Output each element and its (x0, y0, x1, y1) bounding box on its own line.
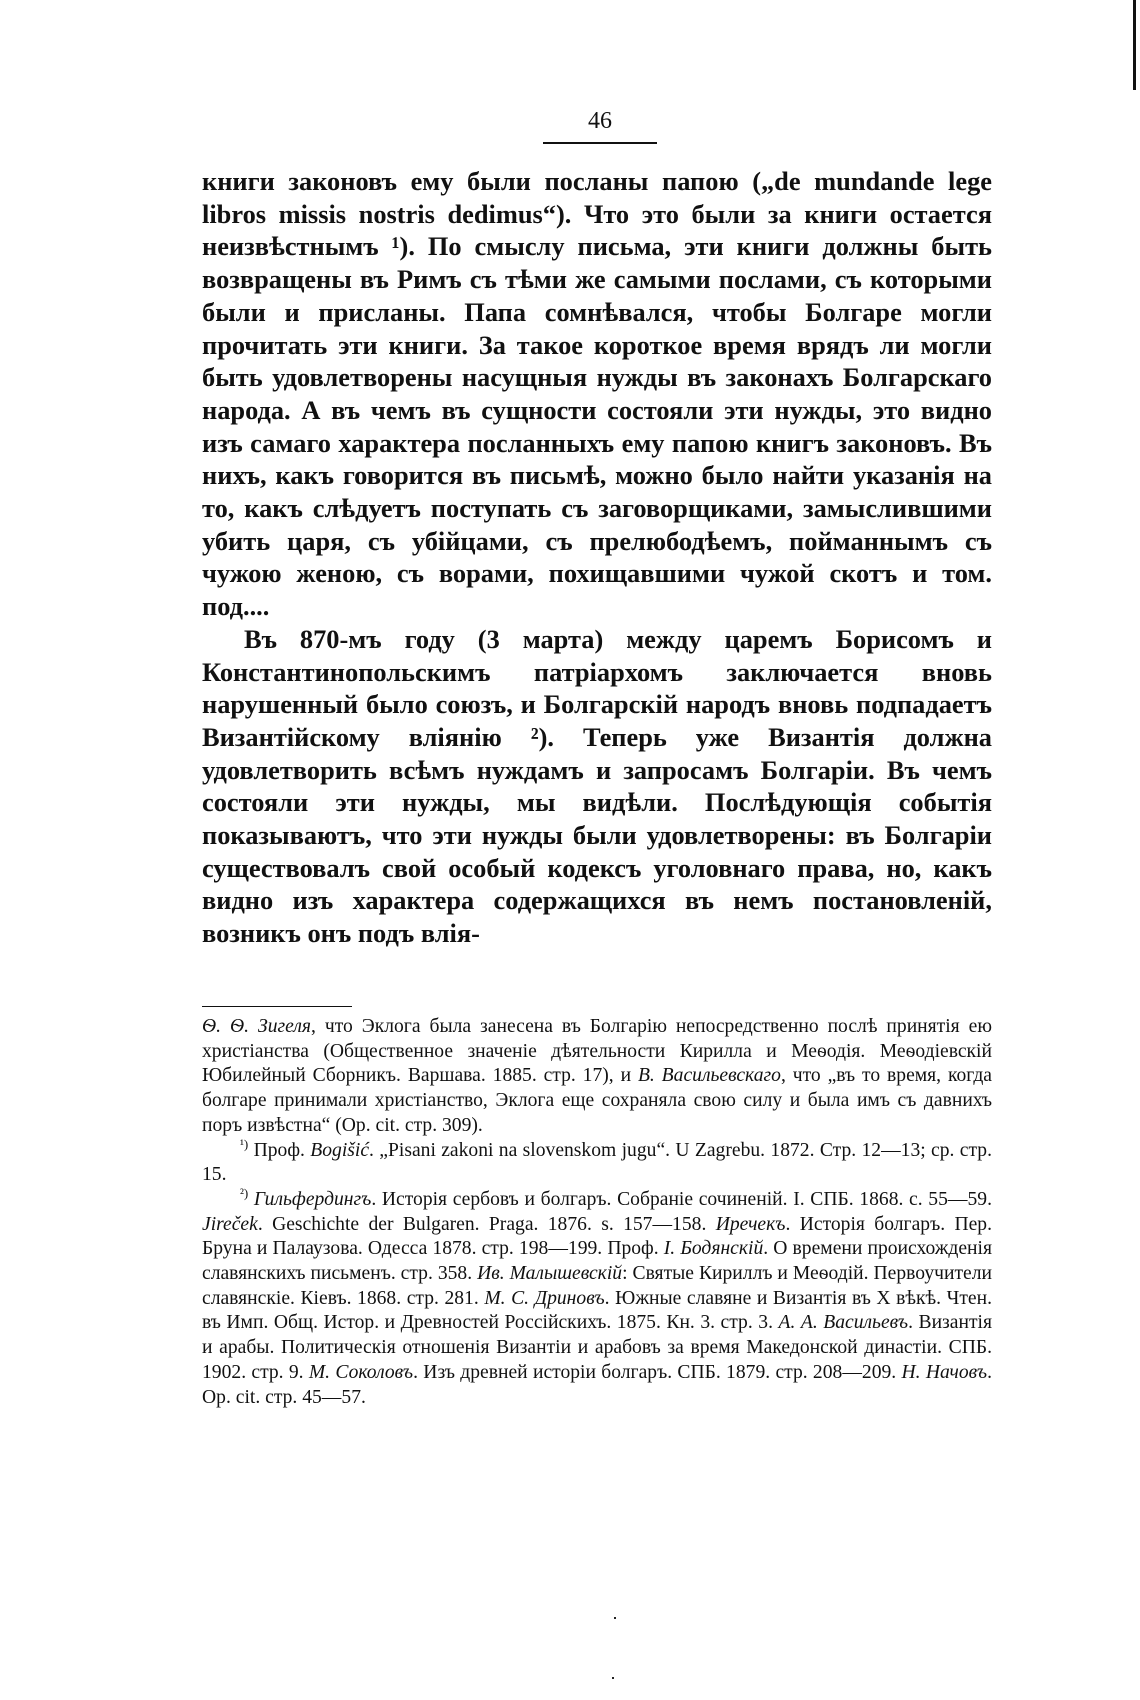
author-name: М. С. Дриновъ (484, 1287, 605, 1309)
author-name: М. Соколовъ (308, 1361, 414, 1383)
footnote-text: . Op. cit. стр. 45—57. (202, 1361, 992, 1408)
footnote-text: Проф. (248, 1139, 311, 1161)
footnote-text: . „Pisani zakoni na slovenskom jugu“. U Zagrebu. 1872. Стр. 12—13; ср. стр. 15. (202, 1139, 992, 1186)
author-name: Гильфердингъ (253, 1188, 372, 1210)
footnote-text: : Святые Кириллъ и Меѳодій. Первоучители славянскіе. Кіевъ. 1868. стр. 281. (202, 1263, 992, 1309)
footnote-marker: ¹) (240, 1135, 249, 1151)
author-name: I. Бодянскій (663, 1238, 764, 1260)
page-number: 46 (588, 108, 612, 134)
paragraph-2: Въ 870-мъ году (3 марта) между царемъ Борисомъ и Константинопольскимъ патріархомъ заключается вновь нарушенный было союзъ, и Болгарскій народъ вновь подпадаетъ Византійскому вліянію ²). Теперь уже Византія должна удовлетворить всѣмъ нуждамъ и запросамъ Болгаріи. Въ чемъ состояли эти нужды, мы видѣли. Послѣдующія событія показываютъ, что эти нужды были удовлетворены: въ Болгаріи существовалъ свой особый кодексъ уголовнаго права, но, какъ видно изъ характера содержащихся въ немъ постановленій, возникъ онъ подъ влія- (202, 623, 992, 949)
footnote-divider (202, 1006, 352, 1007)
author-name: Ѳ. Ѳ. Зигеля (202, 1016, 312, 1037)
author-name: Jireček (202, 1213, 258, 1235)
paragraph-1: книги законовъ ему были посланы папою („de mundandе legе libros missis nostris dedimus“). Что это были за книги остается неизвѣстнымъ ¹). По смыслу письма, эти книги должны быть возвращены въ Римъ съ тѣми же самыми послами, съ которыми были и присланы. Папа сомнѣвался, чтобы Болгаре могли прочитать эти книги. За такое короткое время врядъ ли могли быть удовлетворены насущныя нужды въ законахъ Болгарскаго народа. А въ чемъ въ сущности состояли эти нужды, это видно изъ самаго характера посланныхъ ему папою книгъ законовъ. Въ нихъ, какъ говорится въ письмѣ, можно было найти указанія на то, какъ слѣдуетъ поступать съ заговорщиками, замыслившими убить царя, съ убійцами, съ прелюбодѣемъ, пойманнымъ съ чужою женою, съ ворами, похищавшими чужой скотъ и том. под.... (202, 166, 992, 622)
footnote-text: , что Эклога была занесена въ Болгарію непосредственно послѣ принятія ею христіанства (Общественное значеніе дѣятельности Кирилла и Меѳодія. Меѳодіевскій Юбилейный Сборникъ. Варшава. 1885. стр. 17), и (202, 1016, 992, 1087)
footnote-text: , что „въ то время, когда болгаре принимали христіанство, Эклога еще сохраняла свою силу и была имъ съ давнихъ поръ извѣстна“ (Op. cit. стр. 309). (202, 1065, 992, 1136)
footnote-1 (202, 1135, 992, 1188)
author-name: В. Васильевскаго (637, 1065, 781, 1087)
footnote-text: . О времени происхожденія славянскихъ письменъ. стр. 358. (202, 1238, 992, 1285)
footnote-text: . Изъ древней исторіи болгаръ. СПБ. 1879. стр. 208—209. (413, 1361, 902, 1383)
footnote-text: . Южные славяне и Византія въ X вѣкѣ. Чтен. въ Имп. Общ. Истор. и Древностей Россійскихъ. 1875. Кн. 3. стр. 3. (202, 1287, 993, 1334)
page-edge-line (1133, 0, 1136, 90)
author-name: А. А. Васильевъ (778, 1312, 909, 1334)
footnote-marker: ²) (240, 1185, 249, 1201)
author-name: Иречекъ (715, 1213, 786, 1235)
footnote-text: . Geschichte der Bulgaren. Praga. 1876. s. 157—158. (257, 1213, 716, 1235)
scan-speck (612, 1677, 614, 1679)
author-name: Bogišić (310, 1139, 370, 1161)
footnotes (202, 1015, 992, 1410)
author-name: Н. Начовъ (901, 1361, 988, 1383)
scan-speck (614, 1617, 616, 1619)
footnote-2 (202, 1185, 993, 1410)
main-text (202, 165, 992, 950)
author-name: Ив. Малышевскій (477, 1263, 623, 1285)
footnote-text: . Византія и арабы. Политическія отношенія Византіи и арабовъ за время Македонской династіи. СПБ. 1902. стр. 9. (202, 1312, 993, 1383)
footnote-text: . Исторія болгаръ. Пер. Бруна и Палаузова. Одесса 1878. стр. 198—199. Проф. (202, 1213, 993, 1260)
page-number-rule (543, 142, 657, 144)
footnote-continuation (202, 1015, 992, 1139)
footnote-text: . Исторія сербовъ и болгаръ. Собраніе сочиненій. I. СПБ. 1868. с. 55—59. (371, 1188, 992, 1210)
